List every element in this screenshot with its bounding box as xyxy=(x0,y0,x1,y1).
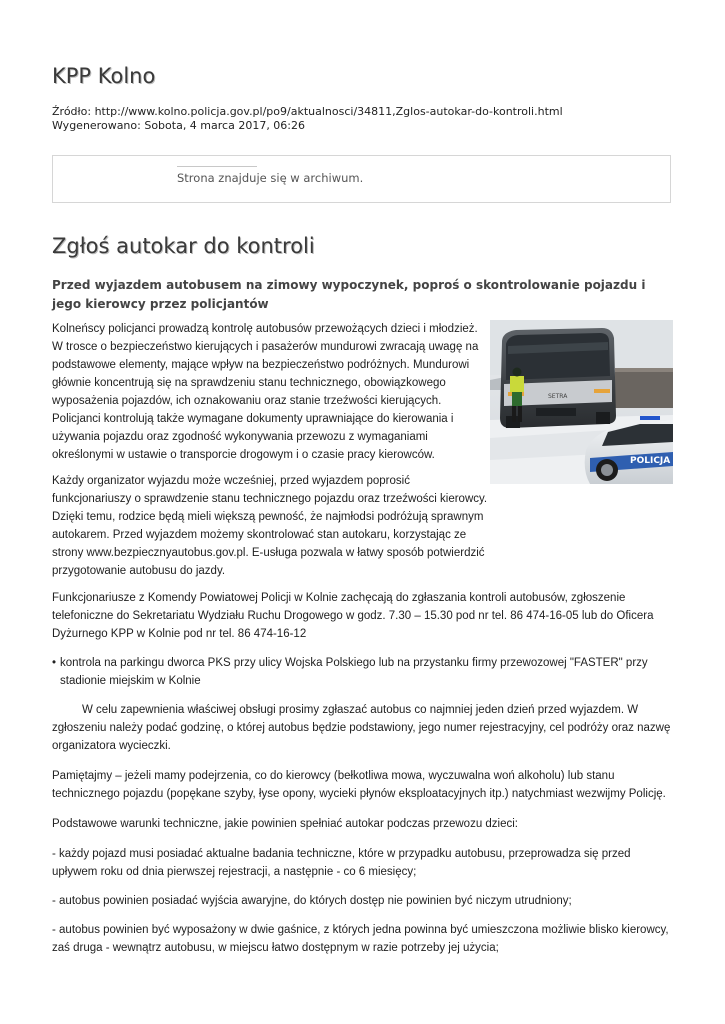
archive-divider xyxy=(177,166,257,167)
source-url: Źródło: http://www.kolno.policja.gov.pl/po9/aktualnosci/34811,Zglos-autokar-do-kontroli.html xyxy=(52,105,563,118)
article-title: Zgłoś autokar do kontroli xyxy=(52,234,315,258)
paragraph-7: - każdy pojazd musi posiadać aktualne badania techniczne, które w przypadku autobusu, przeprowadza się przed upływem roku od dnia pierwszej rejestracji, a następnie - co 6 miesięcy; xyxy=(52,848,631,878)
archive-notice-box xyxy=(52,155,671,203)
site-title: KPP Kolno xyxy=(52,64,156,88)
paragraph-4 xyxy=(52,701,677,755)
bus-brand-text: SETRA xyxy=(548,393,568,400)
paragraph-3: Funkcjonariusze z Komendy Powiatowej Policji w Kolnie zachęcają do zgłaszania kontroli autobusów, zgłoszenie telefoniczne do Sekretariatu Wydziału Ruchu Drogowego w godz. 7.30 – 15.30 pod nr tel. 86 474-16-05 lub do Oficera Dyżurnego KPP w Kolnie pod nr tel. 86 474-16-12 xyxy=(52,592,654,640)
article-lead: Przed wyjazdem autobusem na zimowy wypoczynek, poproś o skontrolowanie pojazdu i jego kierowcy przez policjantów xyxy=(52,278,646,311)
paragraph-1: Kolneńscy policjanci prowadzą kontrolę autobusów przewożących dzieci i młodzież. W trosce o bezpieczeństwo kierujących i pasażerów mundurowi zwracają uwagę na podstawowe elementy, mające wpływ na bezpieczeństwo podróżnych. Mundurowi głównie koncentrują się na sprawdzeniu stanu technicznego, obowiązkowego wyposażenia pojazdów, ich oznakowaniu oraz stanie trzeźwości kierujących. Policjanci kontrolują także wymagane dokumenty uprawniające do kierowania i używania pojazdu oraz zgodność wykonywania przewozu z wymaganiami określonymi w ustawie o transporcie drogowym i o czasie pracy kierowców. xyxy=(52,323,479,461)
bullet-icon: • xyxy=(52,657,57,669)
article-photo xyxy=(490,320,673,484)
bus-police-photo xyxy=(490,320,673,484)
paragraph-2: Każdy organizator wyjazdu może wcześniej, przed wyjazdem poprosić funkcjonariuszy o sprawdzenie stanu technicznego pojazdu oraz trzeźwości kierowcy. Dzięki temu, rodzice będą mieli większą pewność, że najmłodsi podróżują sprawnym autokarem. Przed wyjazdem możemy skontrolować stan autokaru, korzystając ze strony www.bezpiecznyautobus.gov.pl. E-usługa pozwala w łatwy sposób potwierdzić przygotowanie autobusu do jazdy. xyxy=(52,475,488,577)
paragraph-8: - autobus powinien posiadać wyjścia awaryjne, do których dostęp nie powinien być niczym utrudniony; xyxy=(52,895,572,907)
archive-notice: Strona znajduje się w archiwum. xyxy=(177,171,364,185)
police-car-text: POLICJA xyxy=(630,456,671,466)
paragraph-6: Podstawowe warunki techniczne, jakie powinien spełniać autokar podczas przewozu dzieci: xyxy=(52,818,519,830)
list-item xyxy=(52,654,677,690)
paragraph-5: Pamiętajmy – jeżeli mamy podejrzenia, co do kierowcy (bełkotliwa mowa, wyczuwalna woń alkoholu) lub stanu technicznego pojazdu (popękane szyby, łyse opony, wycieki płynów eksploatacyjnych itp.) natychmiast wezwijmy Policję. xyxy=(52,770,666,800)
paragraph-9: - autobus powinien być wyposażony w dwie gaśnice, z których jedna powinna być umieszczona możliwie blisko kierowcy, zaś druga - wewnątrz autobusu, w miejscu łatwo dostępnym w razie potrzeby jej użycia; xyxy=(52,924,669,954)
generated-date: Wygenerowano: Sobota, 4 marca 2017, 06:26 xyxy=(52,119,306,132)
document-meta xyxy=(52,105,563,133)
paragraph-4-text: W celu zapewnienia właściwej obsługi prosimy zgłaszać autobus co najmniej jeden dzień przed wyjazdem. W zgłoszeniu należy podać godzinę, o której autobus będzie podstawiony, jego numer rejestracyjny, cel podróży oraz nazwę organizatora wycieczki. xyxy=(52,704,671,752)
list-item-text: kontrola na parkingu dworca PKS przy ulicy Wojska Polskiego lub na przystanku firmy przewozowej "FASTER" przy stadionie miejskim w Kolnie xyxy=(60,657,648,687)
